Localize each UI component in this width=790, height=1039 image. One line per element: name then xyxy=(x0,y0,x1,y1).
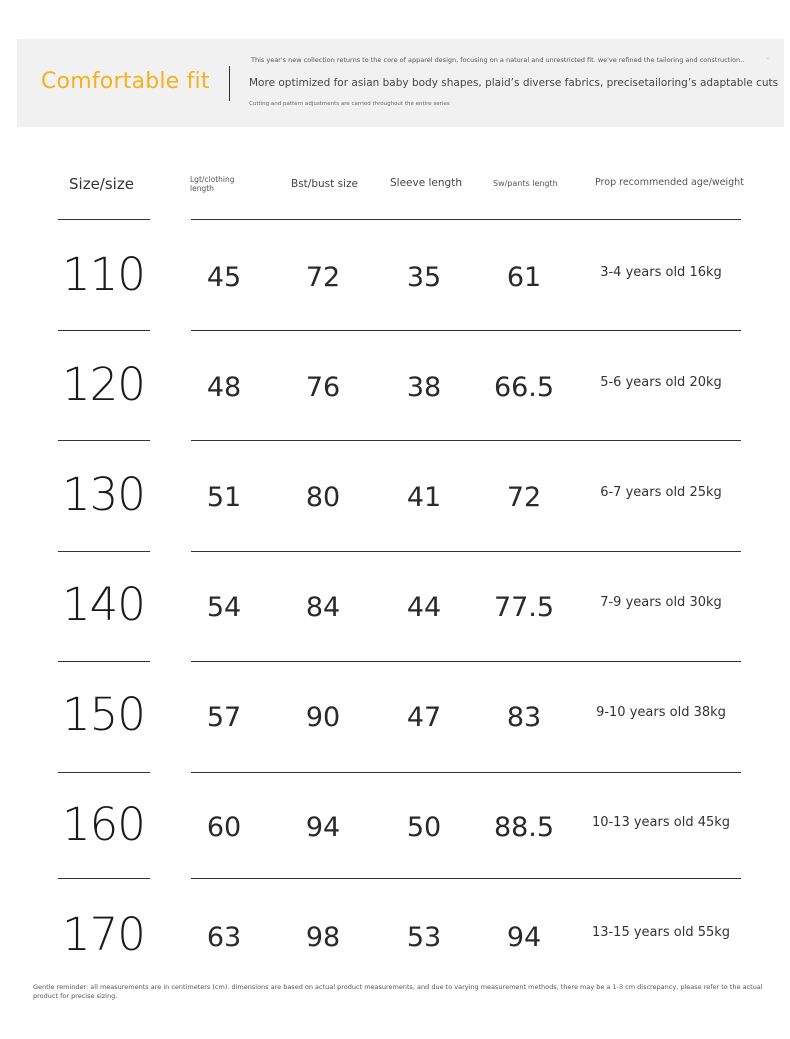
sw-value: 61 xyxy=(506,262,542,293)
table-row xyxy=(0,440,790,550)
banner-divider xyxy=(229,66,230,101)
table-row xyxy=(0,330,790,440)
banner-tiny-line: This year's new collection returns to the core of apparel design, focusing on a natural and unrestricted fit. we've refined the tailoring and construction.. xyxy=(251,56,745,64)
header-size: Size/size xyxy=(69,175,134,193)
sleeve-value: 53 xyxy=(406,922,442,953)
table-row xyxy=(0,770,790,880)
sleeve-value: 38 xyxy=(406,372,442,403)
size-value: 150 xyxy=(62,688,145,741)
sw-value: 88.5 xyxy=(493,812,555,843)
header-prop: Prop recommended age/weight xyxy=(595,177,744,188)
lgt-value: 57 xyxy=(206,702,242,733)
age-weight-value: 6-7 years old 25kg xyxy=(600,485,722,500)
sleeve-value: 44 xyxy=(406,592,442,623)
lgt-value: 54 xyxy=(206,592,242,623)
age-weight-value: 3-4 years old 16kg xyxy=(600,265,722,280)
table-row xyxy=(0,660,790,770)
sleeve-value: 41 xyxy=(406,482,442,513)
sleeve-value: 35 xyxy=(406,262,442,293)
sw-value: 83 xyxy=(506,702,542,733)
size-value: 160 xyxy=(62,798,145,851)
header-sw: Sw/pants length xyxy=(493,179,558,188)
sw-value: 77.5 xyxy=(493,592,555,623)
age-weight-value: 5-6 years old 20kg xyxy=(600,375,722,390)
age-weight-value: 9-10 years old 38kg xyxy=(596,705,726,720)
banner-main-line: More optimized for asian baby body shapes, plaid’s diverse fabrics, precisetailoring’s adaptable cuts xyxy=(249,77,779,89)
header-bst: Bst/bust size xyxy=(291,178,358,190)
banner-dot: · xyxy=(767,56,769,63)
sleeve-value: 47 xyxy=(406,702,442,733)
sleeve-value: 50 xyxy=(406,812,442,843)
size-value: 140 xyxy=(62,578,145,631)
bst-value: 98 xyxy=(305,922,341,953)
bst-value: 72 xyxy=(305,262,341,293)
header-lgt xyxy=(190,175,250,193)
bst-value: 84 xyxy=(305,592,341,623)
bst-value: 76 xyxy=(305,372,341,403)
bst-value: 90 xyxy=(305,702,341,733)
header-sleeve: Sleeve length xyxy=(390,177,462,189)
banner-sub-line: Cutting and pattern adjustments are carried throughout the entire series xyxy=(249,101,450,107)
size-value: 110 xyxy=(62,248,145,301)
sw-value: 66.5 xyxy=(493,372,555,403)
bst-value: 80 xyxy=(305,482,341,513)
age-weight-value: 7-9 years old 30kg xyxy=(600,595,722,610)
header-banner xyxy=(17,39,784,127)
lgt-value: 63 xyxy=(206,922,242,953)
header-lgt-text: Lgt/clothing length xyxy=(190,175,235,193)
sw-value: 94 xyxy=(506,922,542,953)
bst-value: 94 xyxy=(305,812,341,843)
lgt-value: 51 xyxy=(206,482,242,513)
table-row xyxy=(0,880,790,990)
footnote: Gentle reminder: all measurements are in centimeters (cm). dimensions are based on actual product measurements, and due to varying measurement methods, there may be a 1-3 cm discrepancy, please refer to the actual product for precise sizing. xyxy=(33,983,763,1000)
age-weight-value: 10-13 years old 45kg xyxy=(591,815,731,830)
lgt-value: 60 xyxy=(206,812,242,843)
size-value: 130 xyxy=(62,468,145,521)
table-row xyxy=(0,220,790,330)
sw-value: 72 xyxy=(506,482,542,513)
size-value: 120 xyxy=(62,358,145,411)
lgt-value: 48 xyxy=(206,372,242,403)
lgt-value: 45 xyxy=(206,262,242,293)
age-weight-value: 13-15 years old 55kg xyxy=(591,925,731,940)
brand-title: Comfortable fit xyxy=(41,69,210,94)
table-row xyxy=(0,550,790,660)
size-value: 170 xyxy=(62,908,145,961)
